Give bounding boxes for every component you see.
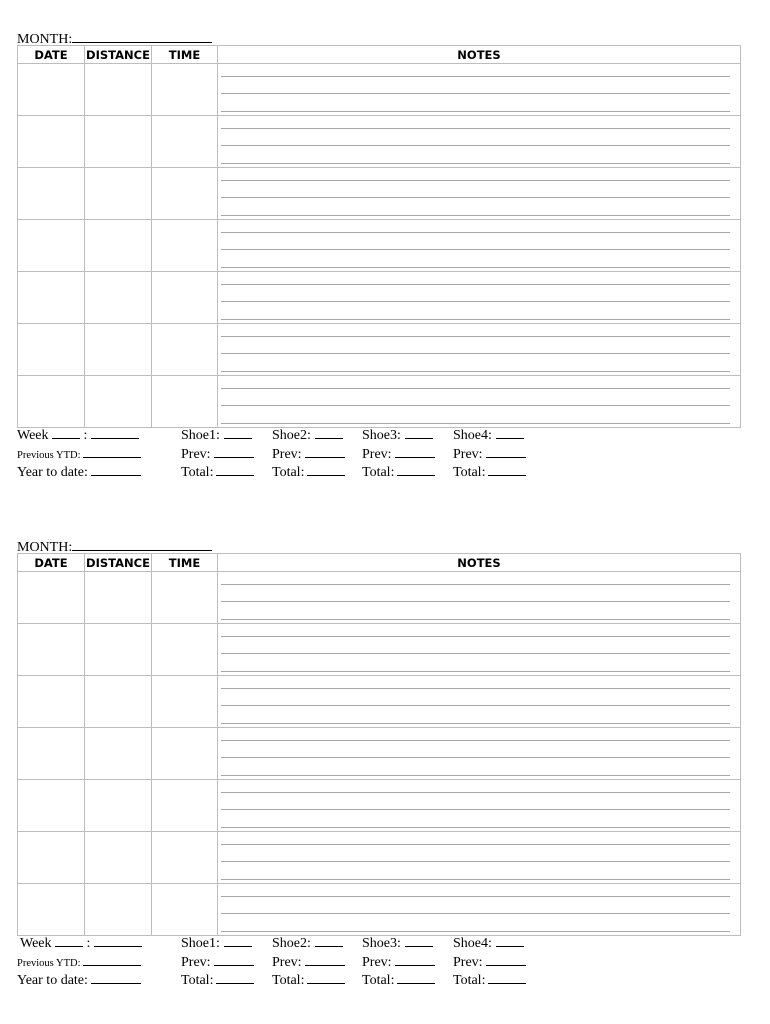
- notes-cell[interactable]: [218, 376, 741, 428]
- time-cell[interactable]: [152, 116, 218, 168]
- distance-cell[interactable]: [85, 376, 152, 428]
- notes-cell[interactable]: [218, 116, 741, 168]
- date-cell[interactable]: [18, 676, 85, 728]
- distance-cell[interactable]: [85, 272, 152, 324]
- notes-rule-line: [221, 284, 730, 285]
- time-cell[interactable]: [152, 832, 218, 884]
- time-cell[interactable]: [152, 64, 218, 116]
- shoe3-total-field[interactable]: [362, 972, 435, 990]
- previous-ytd-label: Previous YTD:: [17, 958, 81, 969]
- notes-rule-line: [221, 93, 730, 94]
- notes-header: NOTES: [218, 554, 741, 572]
- shoe1-field[interactable]: [181, 427, 252, 445]
- notes-rule-line: [221, 336, 730, 337]
- shoe1-prev-label: Prev:: [181, 955, 211, 970]
- shoe1-total-label: Total:: [181, 465, 214, 480]
- log-row: [18, 832, 741, 884]
- date-cell[interactable]: [18, 116, 85, 168]
- shoe3-total-field[interactable]: [362, 464, 435, 482]
- date-cell[interactable]: [18, 624, 85, 676]
- shoe4-label: Shoe4:: [453, 936, 492, 951]
- year-to-date-label: Year to date:: [17, 465, 88, 480]
- date-header: DATE: [18, 554, 85, 572]
- shoe2-total-field[interactable]: [272, 464, 345, 482]
- distance-cell[interactable]: [85, 116, 152, 168]
- notes-rule-line: [221, 353, 730, 354]
- shoe2-label: Shoe2:: [272, 428, 311, 443]
- date-cell[interactable]: [18, 728, 85, 780]
- time-cell[interactable]: [152, 728, 218, 780]
- shoe4-prev-label: Prev:: [453, 955, 483, 970]
- shoe3-prev-field[interactable]: [362, 446, 435, 464]
- notes-rule-line: [221, 584, 730, 585]
- notes-rule-line: [221, 111, 730, 112]
- date-cell[interactable]: [18, 272, 85, 324]
- notes-cell[interactable]: [218, 572, 741, 624]
- time-cell[interactable]: [152, 376, 218, 428]
- shoe4-total-field[interactable]: [453, 464, 526, 482]
- shoe1-total-label: Total:: [181, 973, 214, 988]
- notes-rule-line: [221, 197, 730, 198]
- notes-rule-line: [221, 215, 730, 216]
- time-cell[interactable]: [152, 168, 218, 220]
- shoe1-total-field[interactable]: [181, 972, 254, 990]
- distance-cell[interactable]: [85, 168, 152, 220]
- shoe3-total-label: Total:: [362, 465, 395, 480]
- log-body: [18, 572, 741, 936]
- notes-rule-line: [221, 405, 730, 406]
- notes-rule-line: [221, 653, 730, 654]
- shoe2-total-label: Total:: [272, 973, 305, 988]
- log-table: [17, 45, 741, 428]
- shoe1-field[interactable]: [181, 935, 252, 953]
- notes-cell[interactable]: [218, 780, 741, 832]
- date-cell[interactable]: [18, 64, 85, 116]
- notes-rule-line: [221, 740, 730, 741]
- shoe3-label: Shoe3:: [362, 936, 401, 951]
- notes-rule-line: [221, 601, 730, 602]
- distance-cell[interactable]: [85, 324, 152, 376]
- month-blank[interactable]: [72, 538, 212, 551]
- date-cell[interactable]: [18, 780, 85, 832]
- date-cell[interactable]: [18, 168, 85, 220]
- notes-cell[interactable]: [218, 324, 741, 376]
- distance-cell[interactable]: [85, 624, 152, 676]
- distance-cell[interactable]: [85, 780, 152, 832]
- log-row: [18, 220, 741, 272]
- week-label: Week: [17, 428, 49, 443]
- notes-rule-line: [221, 388, 730, 389]
- shoe2-label: Shoe2:: [272, 936, 311, 951]
- week-label: Week: [20, 936, 52, 951]
- notes-cell[interactable]: [218, 832, 741, 884]
- notes-rule-line: [221, 423, 730, 424]
- shoe2-field[interactable]: [272, 427, 343, 445]
- shoe2-field[interactable]: [272, 935, 343, 953]
- notes-cell[interactable]: [218, 220, 741, 272]
- shoe1-prev-label: Prev:: [181, 447, 211, 462]
- time-cell[interactable]: [152, 272, 218, 324]
- notes-rule-line: [221, 896, 730, 897]
- week-field[interactable]: [17, 427, 139, 445]
- notes-rule-line: [221, 688, 730, 689]
- time-header: TIME: [152, 554, 218, 572]
- shoe4-prev-label: Prev:: [453, 447, 483, 462]
- shoe4-field[interactable]: [453, 935, 524, 953]
- distance-cell[interactable]: [85, 220, 152, 272]
- date-cell[interactable]: [18, 832, 85, 884]
- notes-header: NOTES: [218, 46, 741, 64]
- shoe2-prev-field[interactable]: [272, 446, 345, 464]
- notes-rule-line: [221, 76, 730, 77]
- shoe4-field[interactable]: [453, 427, 524, 445]
- shoe3-prev-label: Prev:: [362, 447, 392, 462]
- shoe1-prev-field[interactable]: [181, 954, 254, 972]
- notes-rule-line: [221, 180, 730, 181]
- shoe2-prev-label: Prev:: [272, 447, 302, 462]
- distance-cell[interactable]: [85, 572, 152, 624]
- distance-cell[interactable]: [85, 728, 152, 780]
- distance-cell[interactable]: [85, 64, 152, 116]
- notes-rule-line: [221, 249, 730, 250]
- shoe4-total-label: Total:: [453, 465, 486, 480]
- date-cell[interactable]: [18, 572, 85, 624]
- notes-cell[interactable]: [218, 624, 741, 676]
- time-cell[interactable]: [152, 220, 218, 272]
- shoe3-field[interactable]: [362, 427, 433, 445]
- log-row: [18, 884, 741, 936]
- log-row: [18, 116, 741, 168]
- date-cell[interactable]: [18, 220, 85, 272]
- notes-rule-line: [221, 145, 730, 146]
- year-to-date-field[interactable]: [17, 972, 141, 990]
- shoe3-total-label: Total:: [362, 973, 395, 988]
- notes-rule-line: [221, 267, 730, 268]
- header-row: [18, 554, 741, 572]
- log-row: [18, 272, 741, 324]
- log-row: [18, 376, 741, 428]
- year-to-date-field[interactable]: [17, 464, 141, 482]
- notes-rule-line: [221, 809, 730, 810]
- shoe3-field[interactable]: [362, 935, 433, 953]
- date-cell[interactable]: [18, 376, 85, 428]
- time-cell[interactable]: [152, 884, 218, 936]
- notes-cell[interactable]: [218, 168, 741, 220]
- notes-rule-line: [221, 757, 730, 758]
- shoe2-prev-field[interactable]: [272, 954, 345, 972]
- notes-rule-line: [221, 319, 730, 320]
- shoe4-prev-field[interactable]: [453, 446, 526, 464]
- year-to-date-label: Year to date:: [17, 973, 88, 988]
- notes-rule-line: [221, 844, 730, 845]
- notes-cell[interactable]: [218, 272, 741, 324]
- distance-cell[interactable]: [85, 884, 152, 936]
- notes-rule-line: [221, 775, 730, 776]
- log-row: [18, 624, 741, 676]
- log-row: [18, 64, 741, 116]
- time-cell[interactable]: [152, 324, 218, 376]
- shoe2-prev-label: Prev:: [272, 955, 302, 970]
- shoe4-total-label: Total:: [453, 973, 486, 988]
- shoe3-label: Shoe3:: [362, 428, 401, 443]
- shoe1-label: Shoe1:: [181, 936, 220, 951]
- notes-rule-line: [221, 861, 730, 862]
- month-label: MONTH:: [17, 32, 73, 47]
- shoe4-prev-field[interactable]: [453, 954, 526, 972]
- log-table: [17, 553, 741, 936]
- notes-cell[interactable]: [218, 728, 741, 780]
- shoe4-label: Shoe4:: [453, 428, 492, 443]
- notes-rule-line: [221, 913, 730, 914]
- notes-rule-line: [221, 723, 730, 724]
- date-cell[interactable]: [18, 884, 85, 936]
- notes-rule-line: [221, 931, 730, 932]
- shoe4-total-field[interactable]: [453, 972, 526, 990]
- time-cell[interactable]: [152, 624, 218, 676]
- notes-cell[interactable]: [218, 64, 741, 116]
- date-header: DATE: [18, 46, 85, 64]
- date-cell[interactable]: [18, 324, 85, 376]
- notes-rule-line: [221, 792, 730, 793]
- notes-cell[interactable]: [218, 884, 741, 936]
- log-row: [18, 780, 741, 832]
- log-row: [18, 728, 741, 780]
- header-row: [18, 46, 741, 64]
- time-header: TIME: [152, 46, 218, 64]
- notes-rule-line: [221, 705, 730, 706]
- log-body: [18, 64, 741, 428]
- shoe3-prev-label: Prev:: [362, 955, 392, 970]
- distance-cell[interactable]: [85, 676, 152, 728]
- shoe3-prev-field[interactable]: [362, 954, 435, 972]
- shoe2-total-field[interactable]: [272, 972, 345, 990]
- time-cell[interactable]: [152, 780, 218, 832]
- shoe1-total-field[interactable]: [181, 464, 254, 482]
- notes-rule-line: [221, 128, 730, 129]
- distance-header: DISTANCE: [86, 555, 150, 570]
- shoe2-total-label: Total:: [272, 465, 305, 480]
- notes-rule-line: [221, 619, 730, 620]
- notes-cell[interactable]: [218, 676, 741, 728]
- time-cell[interactable]: [152, 676, 218, 728]
- notes-rule-line: [221, 827, 730, 828]
- distance-header: DISTANCE: [86, 47, 150, 62]
- notes-rule-line: [221, 301, 730, 302]
- notes-rule-line: [221, 163, 730, 164]
- notes-rule-line: [221, 671, 730, 672]
- distance-cell[interactable]: [85, 832, 152, 884]
- previous-ytd-field[interactable]: [17, 954, 141, 973]
- log-row: [18, 324, 741, 376]
- log-row: [18, 572, 741, 624]
- shoe1-prev-field[interactable]: [181, 446, 254, 464]
- month-label: MONTH:: [17, 540, 73, 555]
- notes-rule-line: [221, 636, 730, 637]
- time-cell[interactable]: [152, 572, 218, 624]
- week-separator: :: [86, 936, 91, 951]
- notes-rule-line: [221, 371, 730, 372]
- notes-rule-line: [221, 879, 730, 880]
- shoe1-label: Shoe1:: [181, 428, 220, 443]
- log-row: [18, 676, 741, 728]
- week-field[interactable]: [20, 935, 142, 953]
- notes-rule-line: [221, 232, 730, 233]
- previous-ytd-field[interactable]: [17, 446, 141, 465]
- month-blank[interactable]: [72, 30, 212, 43]
- previous-ytd-label: Previous YTD:: [17, 450, 81, 461]
- log-row: [18, 168, 741, 220]
- week-separator: :: [83, 428, 88, 443]
